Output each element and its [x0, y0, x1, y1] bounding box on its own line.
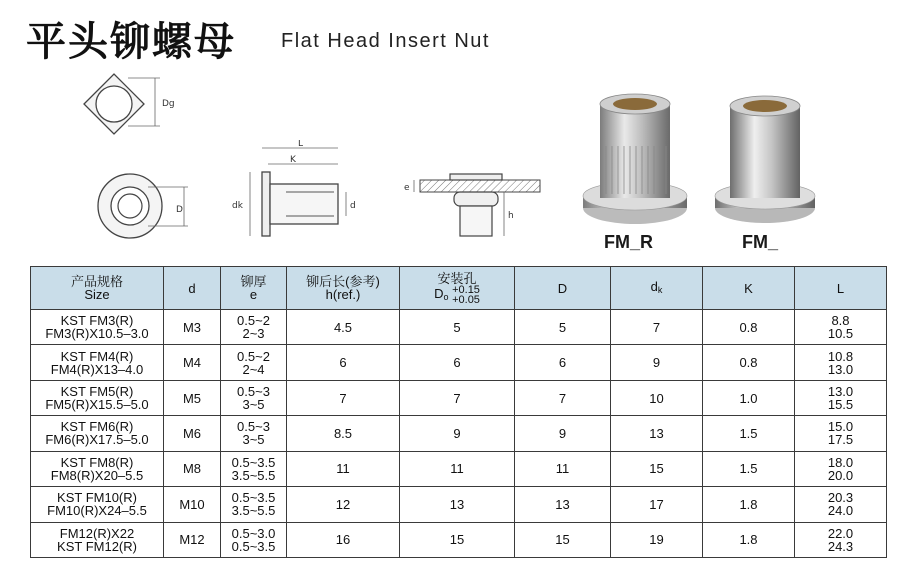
D-cell: 7	[515, 380, 611, 415]
size-cell: KST FM6(R) FM6(R)X17.5–5.0	[31, 416, 164, 451]
d-cell: M4	[164, 345, 221, 380]
D-cell: 5	[515, 310, 611, 345]
L-cell: 22.0 24.3	[795, 522, 887, 557]
install-hole-cell: 13	[400, 487, 515, 522]
install-hole-cell: 9	[400, 416, 515, 451]
d-big-label: D	[176, 205, 183, 215]
size-cell: KST FM3(R) FM3(R)X10.5–3.0	[31, 310, 164, 345]
d-cell: M10	[164, 487, 221, 522]
table-row	[31, 416, 887, 451]
dk-cell: 17	[611, 487, 703, 522]
h-cell: 16	[287, 522, 400, 557]
l-label: L	[298, 140, 304, 149]
D-cell: 6	[515, 345, 611, 380]
dk-cell: 19	[611, 522, 703, 557]
L-cell: 10.8 13.0	[795, 345, 887, 380]
e-cell: 0.5~2 2~4	[221, 345, 287, 380]
d-cell: M8	[164, 451, 221, 486]
col-size: 产品规格 Size	[31, 267, 164, 310]
col-e: 铆厚 e	[221, 267, 287, 310]
K-cell: 0.8	[703, 345, 795, 380]
round-head-top-view	[88, 170, 198, 250]
K-cell: 1.5	[703, 416, 795, 451]
L-cell: 18.0 20.0	[795, 451, 887, 486]
K-cell: 0.8	[703, 310, 795, 345]
e-cell: 0.5~2 2~3	[221, 310, 287, 345]
col-K: K	[703, 267, 795, 310]
h-label: h	[508, 211, 514, 221]
L-cell: 13.0 15.5	[795, 380, 887, 415]
table-row	[31, 487, 887, 522]
e-cell: 0.5~3 3~5	[221, 380, 287, 415]
h-cell: 4.5	[287, 310, 400, 345]
h-cell: 11	[287, 451, 400, 486]
size-cell: KST FM10(R) FM10(R)X24–5.5	[31, 487, 164, 522]
d-cell: M12	[164, 522, 221, 557]
d-cell: M3	[164, 310, 221, 345]
fm-smooth-nut-image	[710, 92, 820, 230]
e-label: e	[404, 183, 410, 193]
K-cell: 1.0	[703, 380, 795, 415]
spec-table	[30, 266, 887, 558]
table-header-row	[31, 267, 887, 310]
L-cell: 8.8 10.5	[795, 310, 887, 345]
dk-label: dk	[232, 201, 243, 211]
D-cell: 15	[515, 522, 611, 557]
h-cell: 6	[287, 345, 400, 380]
fm-r-label: FM_R	[604, 232, 653, 252]
D-cell: 9	[515, 416, 611, 451]
square-head-drawing	[70, 66, 180, 146]
size-cell: FM12(R)X22 KST FM12(R)	[31, 522, 164, 557]
fm-label: FM_	[742, 232, 778, 252]
col-d: d	[164, 267, 221, 310]
h-cell: 7	[287, 380, 400, 415]
L-cell: 15.0 17.5	[795, 416, 887, 451]
install-hole-cell: 15	[400, 522, 515, 557]
d-small-label: d	[350, 201, 356, 211]
d-cell: M6	[164, 416, 221, 451]
install-hole-cell: 11	[400, 451, 515, 486]
dk-cell: 9	[611, 345, 703, 380]
size-cell: KST FM5(R) FM5(R)X15.5–5.0	[31, 380, 164, 415]
e-cell: 0.5~3.5 3.5~5.5	[221, 451, 287, 486]
D-cell: 13	[515, 487, 611, 522]
e-cell: 0.5~3.0 0.5~3.5	[221, 522, 287, 557]
col-h: 铆后长(参考) h(ref.)	[287, 267, 400, 310]
e-cell: 0.5~3.5 3.5~5.5	[221, 487, 287, 522]
h-cell: 8.5	[287, 416, 400, 451]
col-L: L	[795, 267, 887, 310]
dk-cell: 10	[611, 380, 703, 415]
dk-cell: 15	[611, 451, 703, 486]
h-cell: 12	[287, 487, 400, 522]
d-cell: M5	[164, 380, 221, 415]
col-D: D	[515, 267, 611, 310]
L-cell: 20.3 24.0	[795, 487, 887, 522]
install-hole-cell: 5	[400, 310, 515, 345]
col-dk: dk	[611, 267, 703, 310]
install-hole-cell: 6	[400, 345, 515, 380]
table-row	[31, 451, 887, 486]
table-row	[31, 380, 887, 415]
table-row	[31, 345, 887, 380]
installed-drawing	[402, 160, 552, 250]
K-cell: 1.8	[703, 487, 795, 522]
size-cell: KST FM4(R) FM4(R)X13–4.0	[31, 345, 164, 380]
install-hole-cell: 7	[400, 380, 515, 415]
K-cell: 1.5	[703, 451, 795, 486]
dk-cell: 13	[611, 416, 703, 451]
dk-cell: 7	[611, 310, 703, 345]
size-cell: KST FM8(R) FM8(R)X20–5.5	[31, 451, 164, 486]
side-section-drawing	[226, 140, 366, 250]
K-cell: 1.8	[703, 522, 795, 557]
D-cell: 11	[515, 451, 611, 486]
table-row	[31, 522, 887, 557]
e-cell: 0.5~3 3~5	[221, 416, 287, 451]
page-title-en: Flat Head Insert Nut	[281, 30, 490, 52]
table-row	[31, 310, 887, 345]
fm-r-knurled-nut-image	[580, 88, 690, 230]
page-title-cn: 平头铆螺母	[26, 19, 236, 65]
k-label: K	[290, 155, 296, 165]
dg-label: Dg	[162, 99, 175, 109]
col-install-hole: 安装孔 Do +0.15 +0.05	[400, 267, 515, 310]
